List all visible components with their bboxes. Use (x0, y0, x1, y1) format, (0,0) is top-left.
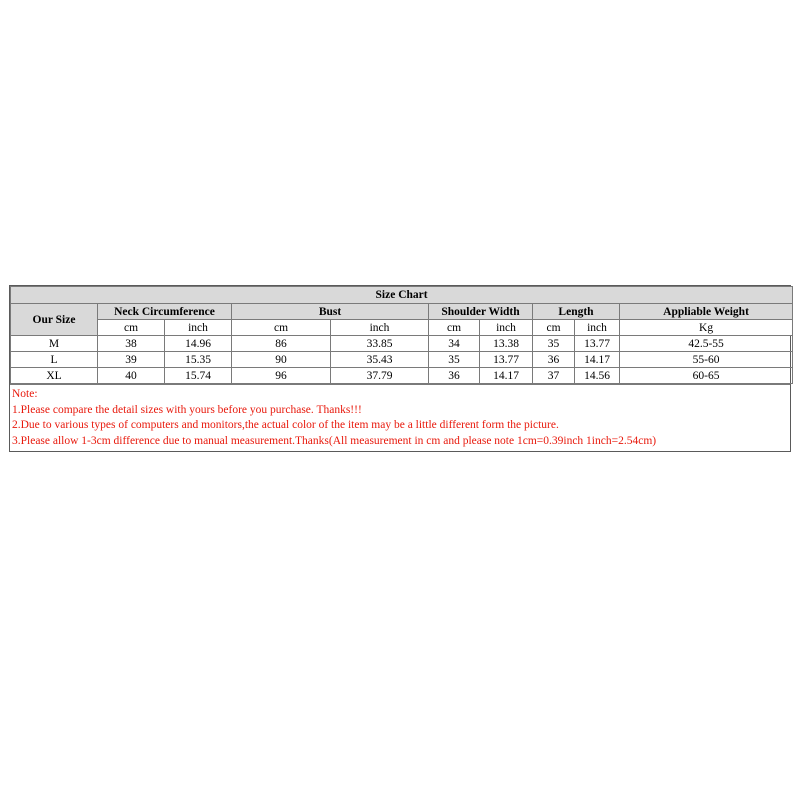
unit-cell: inch (165, 320, 232, 336)
unit-cell: inch (575, 320, 620, 336)
table-cell: 33.85 (331, 336, 429, 352)
table-cell: 13.38 (480, 336, 533, 352)
unit-cell: inch (331, 320, 429, 336)
table-cell: 60-65 (620, 368, 793, 384)
table-cell: 14.56 (575, 368, 620, 384)
notes-heading: Note: (12, 388, 38, 400)
table-cell: 36 (533, 352, 575, 368)
size-chart-table (10, 286, 793, 384)
table-row (11, 368, 793, 384)
table-cell: 15.74 (165, 368, 232, 384)
table-cell: 15.35 (165, 352, 232, 368)
our-size-header: Our Size (11, 304, 98, 336)
table-cell: 35 (429, 352, 480, 368)
table-cell: 40 (98, 368, 165, 384)
table-cell: 42.5-55 (620, 336, 793, 352)
weight-header: Appliable Weight (620, 304, 793, 320)
unit-cell: cm (232, 320, 331, 336)
table-cell: 13.77 (575, 336, 620, 352)
note-item: 1.Please compare the detail sizes with yours before you purchase. Thanks!!! (12, 403, 362, 416)
table-cell: 86 (232, 336, 331, 352)
table-cell: 37 (533, 368, 575, 384)
note-item: 3.Please allow 1-3cm difference due to manual measurement.Thanks(All measurement in cm and please note 1cm=0.39inch 1inch=2.54cm) (12, 434, 657, 447)
table-cell: 37.79 (331, 368, 429, 384)
size-cell: XL (11, 368, 98, 384)
table-cell: 35 (533, 336, 575, 352)
table-row (11, 352, 793, 368)
table-cell: 96 (232, 368, 331, 384)
size-cell: L (11, 352, 98, 368)
table-cell: 14.17 (575, 352, 620, 368)
shoulder-header: Shoulder Width (429, 304, 533, 320)
table-cell: 36 (429, 368, 480, 384)
unit-cell: cm (98, 320, 165, 336)
table-cell: 38 (98, 336, 165, 352)
table-cell: 14.17 (480, 368, 533, 384)
notes-section (10, 384, 790, 451)
unit-cell: cm (533, 320, 575, 336)
chart-title: Size Chart (11, 287, 793, 304)
table-cell: 35.43 (331, 352, 429, 368)
title-row (11, 287, 793, 304)
table-row (11, 336, 793, 352)
unit-cell: inch (480, 320, 533, 336)
size-cell: M (11, 336, 98, 352)
length-header: Length (533, 304, 620, 320)
neck-header: Neck Circumference (98, 304, 232, 320)
group-header-row (11, 304, 793, 320)
unit-header-row (11, 320, 793, 336)
bust-header: Bust (232, 304, 429, 320)
table-cell: 90 (232, 352, 331, 368)
table-cell: 14.96 (165, 336, 232, 352)
unit-cell: cm (429, 320, 480, 336)
table-cell: 34 (429, 336, 480, 352)
unit-cell: Kg (620, 320, 793, 336)
table-cell: 55-60 (620, 352, 793, 368)
size-chart-sheet (9, 285, 791, 452)
note-item: 2.Due to various types of computers and monitors,the actual color of the item may be a little different form the picture. (12, 419, 559, 431)
table-cell: 39 (98, 352, 165, 368)
table-cell: 13.77 (480, 352, 533, 368)
